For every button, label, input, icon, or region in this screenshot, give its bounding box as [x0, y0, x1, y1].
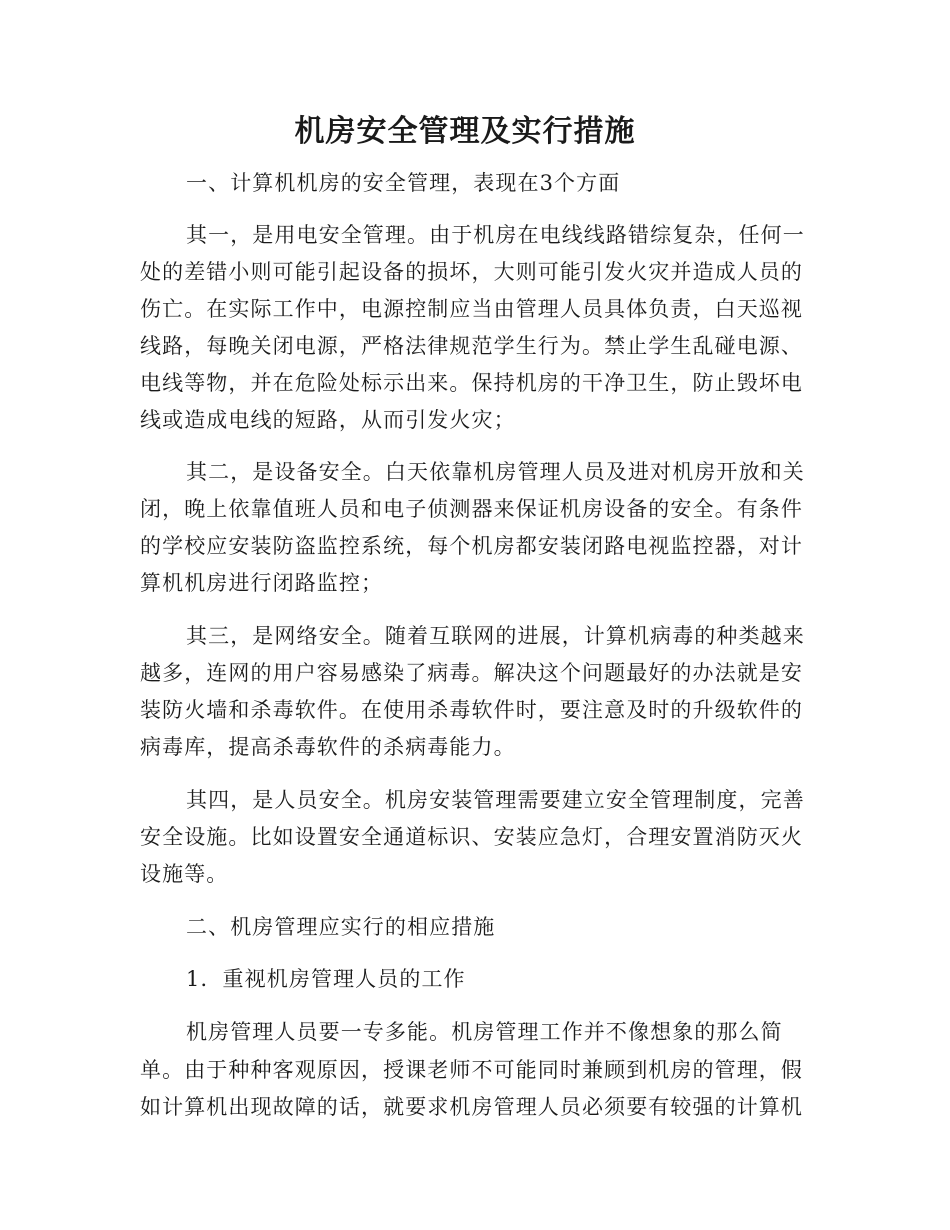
- paragraph-line: 越多，连网的用户容易感染了病毒。解决这个问题最好的办法就是安: [140, 661, 803, 685]
- paragraph-line: 机房管理人员要一专多能。机房管理工作并不像想象的那么简: [186, 1020, 783, 1044]
- paragraph-line: 装防火墙和杀毒软件。在使用杀毒软件时，要注意及时的升级软件的: [140, 698, 803, 722]
- paragraph-line: 安全设施。比如设置安全通道标识、安装应急灯，合理安置消防灭火: [140, 825, 803, 849]
- paragraph-line: 其二，是设备安全。白天依靠机房管理人员及进对机房开放和关: [186, 460, 805, 484]
- document-title: 机房安全管理及实行措施: [294, 114, 636, 149]
- paragraph-line: 的学校应安装防盗监控系统，每个机房都安装闭路电视监控器，对计: [140, 534, 803, 558]
- paragraph-line: 线路，每晚关闭电源，严格法律规范学生行为。禁止学生乱碰电源、: [140, 334, 803, 358]
- paragraph-line: 病毒库，提高杀毒软件的杀病毒能力。: [140, 735, 516, 759]
- paragraph-line: 电线等物，并在危险处标示出来。保持机房的干净卫生，防止毁坏电: [140, 371, 803, 395]
- paragraph-line: 其四，是人员安全。机房安装管理需要建立安全管理制度，完善: [186, 788, 805, 812]
- subsection-heading: 1．重视机房管理人员的工作: [186, 967, 466, 991]
- paragraph-line: 伤亡。在实际工作中，电源控制应当由管理人员具体负责，白天巡视: [140, 297, 803, 321]
- paragraph-line: 算机机房进行闭路监控；: [140, 571, 384, 595]
- paragraph-line: 闭，晚上依靠值班人员和电子侦测器来保证机房设备的安全。有条件: [140, 497, 803, 521]
- paragraph-line: 单。由于种种客观原因，授课老师不可能同时兼顾到机房的管理，假: [140, 1058, 803, 1082]
- paragraph-line: 线或造成电线的短路，从而引发火灾；: [140, 408, 516, 432]
- paragraph-line: 其一，是用电安全管理。由于机房在电线线路错综复杂，任何一: [186, 223, 805, 247]
- paragraph-line: 设施等。: [140, 862, 229, 886]
- paragraph-line: 处的差错小则可能引起设备的损坏，大则可能引发火灾并造成人员的: [140, 260, 803, 284]
- paragraph-line: 如计算机出现故障的话，就要求机房管理人员必须要有较强的计算机: [140, 1095, 803, 1119]
- section-heading-1: 一、计算机机房的安全管理，表现在3个方面: [186, 171, 621, 195]
- section-heading-2: 二、机房管理应实行的相应措施: [186, 915, 496, 939]
- paragraph-line: 其三，是网络安全。随着互联网的进展，计算机病毒的种类越来: [186, 624, 805, 648]
